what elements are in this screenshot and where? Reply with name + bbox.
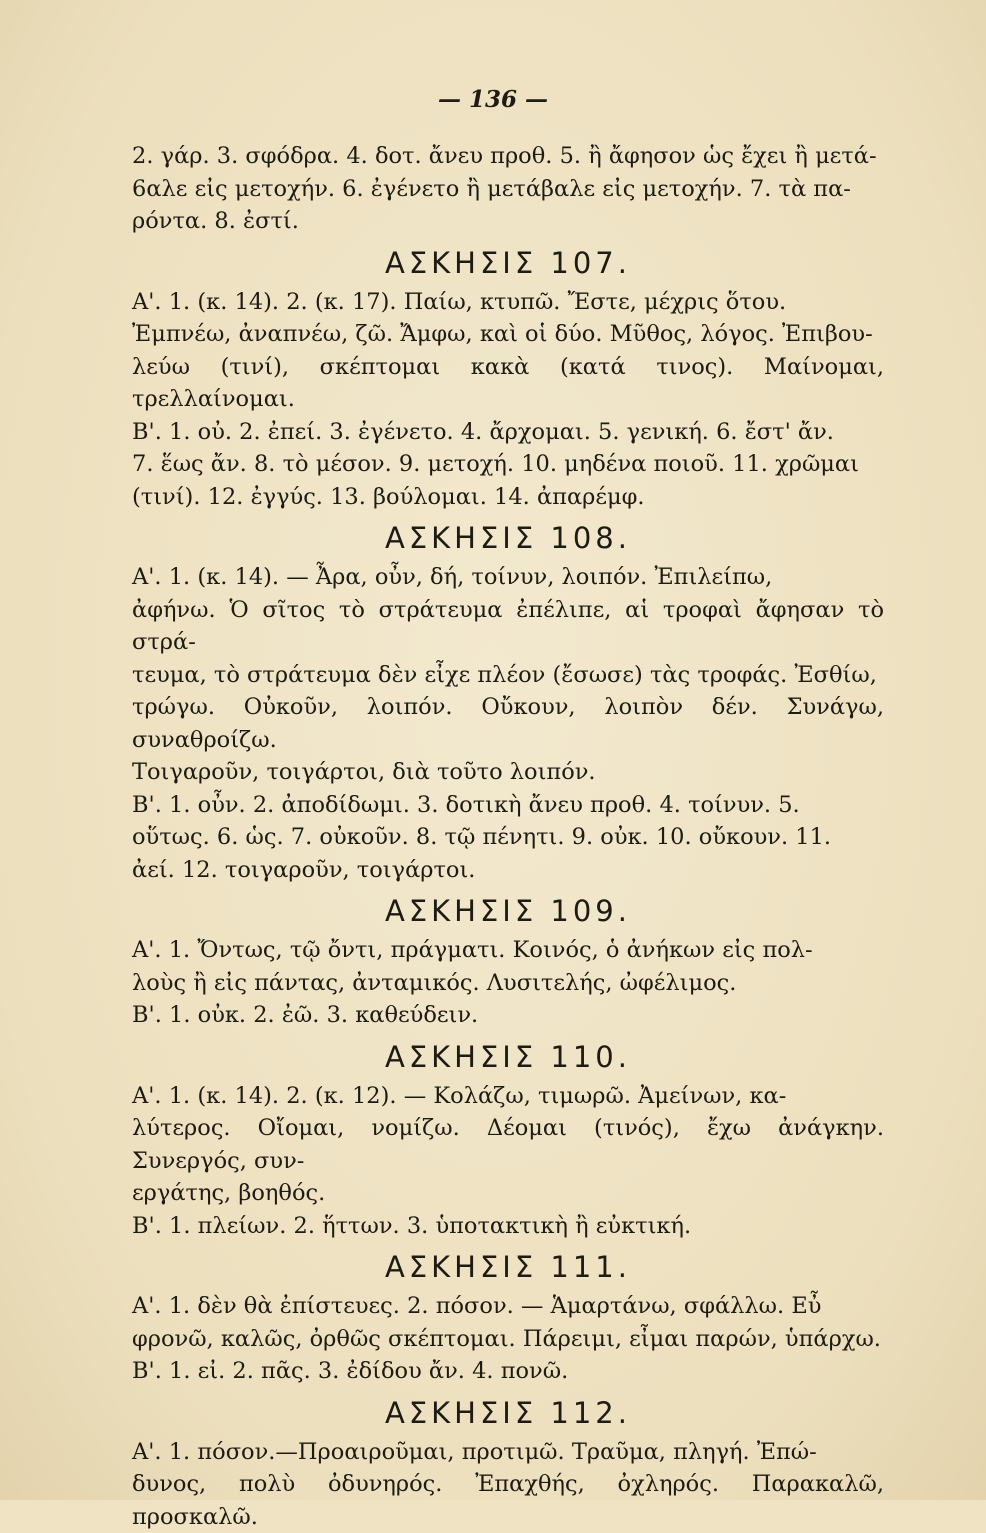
text-line: εργάτης, βοηθός. (132, 1180, 326, 1206)
text-line: 2. γάρ. 3. σφόδρα. 4. δοτ. ἄνευ προθ. 5. ἢ ἄφησον ὡς ἔχει ἢ μετά- (132, 143, 877, 169)
text-line: Α'. 1. (κ. 14). 2. (κ. 17). Παίω, κτυπῶ. Ἔστε, μέχρις ὅτου. (132, 288, 787, 315)
text-line: ἀεί. 12. τοιγαροῦν, τοιγάρτοι. (132, 856, 476, 883)
text-line: Β'. 1. οὖν. 2. ἀποδίδωμι. 3. δοτικὴ ἄνευ προθ. 4. τοίνυν. 5. (132, 791, 800, 818)
text-line: 7. ἕως ἄν. 8. τὸ μέσον. 9. μετοχή. 10. μηδένα ποιοῦ. 11. χρῶμαι (132, 451, 859, 477)
text-line: Α'. 1. πόσον.—Προαιροῦμαι, προτιμῶ. Τραῦμα, πληγή. Ἐπώ- (132, 1438, 817, 1465)
text-line: Ἐμπνέω, ἀναπνέω, ζῶ. Ἄμφω, καὶ οἱ δύο. Μῦθος, λόγος. Ἐπιβου- (132, 321, 873, 347)
text-line: Α'. 1. (κ. 14). 2. (κ. 12). — Κολάζω, τιμωρῶ. Ἀμείνων, κα- (132, 1082, 787, 1109)
text-line: οὕτως. 6. ὡς. 7. οὐκοῦν. 8. τῷ πένητι. 9. οὐκ. 10. οὔκουν. 11. (132, 824, 832, 850)
text-line: Α'. 1. δὲν θὰ ἐπίστευες. 2. πόσον. — Ἁμαρτάνω, σφάλλω. Εὖ (132, 1293, 822, 1319)
text-line: λύτερος. Οἴομαι, νομίζω. Δέομαι (τινός), ἔχω ἀνάγκην. Συνεργός, συν- (132, 1115, 884, 1174)
page-content (132, 140, 884, 1533)
text-line: Α'. 1. Ὄντως, τῷ ὄντι, πράγματι. Κοινός, ὁ ἀνήκων εἰς πολ- (132, 937, 813, 963)
text-line: δυνος, πολὺ ὀδυνηρός. Ἐπαχθής, ὀχληρός. Παρακαλῶ, προσκαλῶ. (132, 1471, 884, 1530)
exercise-heading-107: ΑΣΚΗΣΙΣ 107. (385, 245, 631, 280)
text-line: Β'. 1. εἰ. 2. πᾶς. 3. ἐδίδου ἄν. 4. πονῶ. (132, 1358, 569, 1384)
text-line: φρονῶ, καλῶς, ὀρθῶς σκέπτομαι. Πάρειμι, εἶμαι παρών, ὑπάρχω. (132, 1325, 881, 1352)
text-line: Α'. 1. (κ. 14). — Ἆρα, οὖν, δή, τοίνυν, λοιπόν. Ἐπιλείπω, (132, 564, 773, 590)
exercise-heading-111: ΑΣΚΗΣΙΣ 111. (385, 1250, 631, 1284)
exercise-heading-108: ΑΣΚΗΣΙΣ 108. (385, 521, 631, 555)
text-line: Τοιγαροῦν, τοιγάρτοι, διὰ τοῦτο λοιπόν. (132, 759, 596, 785)
text-line: ἀφήνω. Ὁ σῖτος τὸ στράτευμα ἐπέλιπε, αἱ τροφαὶ ἄφησαν τὸ στρά- (132, 596, 884, 655)
text-line: λοὺς ἢ εἰς πάντας, ἀνταμικός. Λυσιτελής, ὠφέλιμος. (132, 969, 737, 996)
text-line: Β'. 1. πλείων. 2. ἥττων. 3. ὑποτακτικὴ ἢ εὐκτική. (132, 1212, 692, 1239)
text-line: 6αλε εἰς μετοχήν. 6. ἐγένετο ἢ μετάβαλε εἰς μετοχήν. 7. τὰ πα- (132, 175, 851, 202)
text-line: Β'. 1. οὐ. 2. ἐπεί. 3. ἐγένετο. 4. ἄρχομαι. 5. γενική. 6. ἔστ' ἄν. (132, 418, 834, 445)
text-line: τευμα, τὸ στράτευμα δὲν εἶχε πλέον (ἔσωσε) τὰς τροφάς. Ἐσθίω, (132, 661, 877, 688)
exercise-heading-110: ΑΣΚΗΣΙΣ 110. (385, 1039, 631, 1074)
text-line: τρώγω. Οὐκοῦν, λοιπόν. Οὔκουν, λοιπὸν δέν. Συνάγω, συναθροίζω. (132, 694, 884, 753)
text-line: λεύω (τινί), σκέπτομαι κακὰ (κατά τινος). Μαίνομαι, τρελλαίνομαι. (132, 353, 884, 412)
text-line: Β'. 1. οὐκ. 2. ἐῶ. 3. καθεύδειν. (132, 1002, 479, 1028)
page-number: — 136 — (437, 86, 549, 113)
text-line: (τινί). 12. ἐγγύς. 13. βούλομαι. 14. ἀπαρέμφ. (132, 483, 645, 510)
exercise-heading-109: ΑΣΚΗΣΙΣ 109. (385, 894, 631, 928)
exercise-heading-112: ΑΣΚΗΣΙΣ 112. (385, 1395, 631, 1430)
text-line: ρόντα. 8. ἐστί. (132, 208, 299, 234)
